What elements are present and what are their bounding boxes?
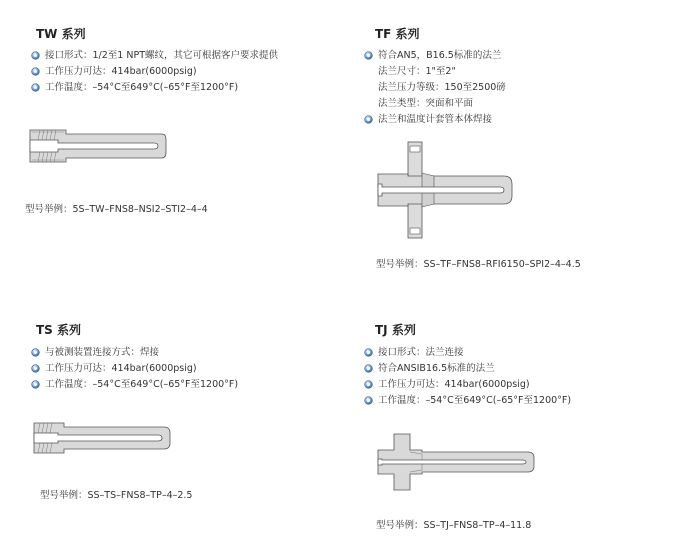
tw-bullet-list (31, 48, 278, 96)
bullet-icon (31, 67, 40, 76)
list-item (364, 48, 506, 64)
bullet-icon (31, 348, 40, 357)
bullet-icon (364, 396, 373, 405)
bullet-text: 符合ANSIB16.5标准的法兰 (378, 363, 495, 374)
tj-bullet-list (364, 345, 571, 409)
tw-title: TW 系列 (36, 27, 86, 41)
list-item (364, 96, 506, 112)
bullet-icon (364, 348, 373, 357)
bullet-text: 法兰尺寸：1"至2" (378, 66, 456, 77)
bullet-text: 工作压力可达：414bar(6000psig) (45, 66, 197, 77)
bullet-text: 接口形式：1/2至1 NPT螺纹，其它可根据客户要求提供 (45, 50, 278, 61)
tj-model-example: 型号举例：SS–TJ–FNS8–TP–4–11.8 (376, 520, 532, 531)
bullet-text: 法兰和温度计套管本体焊接 (378, 114, 493, 125)
list-item (364, 80, 506, 96)
bullet-text: 工作温度：–54°C至649°C(–65°F至1200°F) (45, 379, 239, 390)
bullet-text: 与被测装置连接方式：焊接 (45, 347, 160, 358)
bullet-text: 工作温度：–54°C至649°C(–65°F至1200°F) (378, 395, 572, 406)
bullet-text: 工作温度：–54°C至649°C(–65°F至1200°F) (45, 82, 239, 93)
tj-title: TJ 系列 (375, 323, 416, 337)
tf-thermowell-drawing (378, 140, 518, 240)
bullet-text: 法兰压力等级：150至2500磅 (378, 82, 506, 93)
tw-model-example: 型号举例：5S–TW–FNS8–NSI2–STI2–4–4 (25, 204, 208, 215)
list-item (364, 112, 506, 128)
bullet-icon (364, 380, 373, 389)
bullet-icon (364, 51, 373, 60)
list-item (364, 377, 571, 393)
list-item (364, 393, 571, 409)
tf-title: TF 系列 (375, 27, 420, 41)
bullet-text: 法兰类型：突面和平面 (378, 98, 474, 109)
bullet-text: 接口形式：法兰连接 (378, 347, 464, 358)
bullet-text: 工作压力可达：414bar(6000psig) (378, 379, 530, 390)
list-item (364, 361, 571, 377)
tf-bullet-list (364, 48, 506, 128)
bullet-icon (31, 83, 40, 92)
tj-thermowell-drawing (378, 432, 538, 492)
tf-model-example: 型号举例：SS–TF–FNS8–RFI6150–SPI2–4–4.5 (376, 259, 581, 270)
list-item (31, 377, 238, 393)
list-item (364, 345, 571, 361)
ts-title: TS 系列 (36, 323, 82, 337)
ts-thermowell-drawing (34, 421, 174, 455)
list-item (31, 48, 278, 64)
bullet-icon (31, 364, 40, 373)
list-item (31, 80, 278, 96)
list-item (31, 64, 278, 80)
list-item (31, 345, 238, 361)
bullet-text: 工作压力可达：414bar(6000psig) (45, 363, 197, 374)
bullet-icon (31, 51, 40, 60)
list-item (31, 361, 238, 377)
bullet-icon (31, 380, 40, 389)
list-item (364, 64, 506, 80)
ts-model-example: 型号举例：SS–TS–FNS8–TP–4–2.5 (40, 490, 193, 501)
bullet-icon (364, 115, 373, 124)
bullet-icon (364, 364, 373, 373)
tw-thermowell-drawing (30, 126, 170, 166)
ts-bullet-list (31, 345, 238, 393)
bullet-text: 符合AN5，B16.5标准的法兰 (378, 50, 502, 61)
